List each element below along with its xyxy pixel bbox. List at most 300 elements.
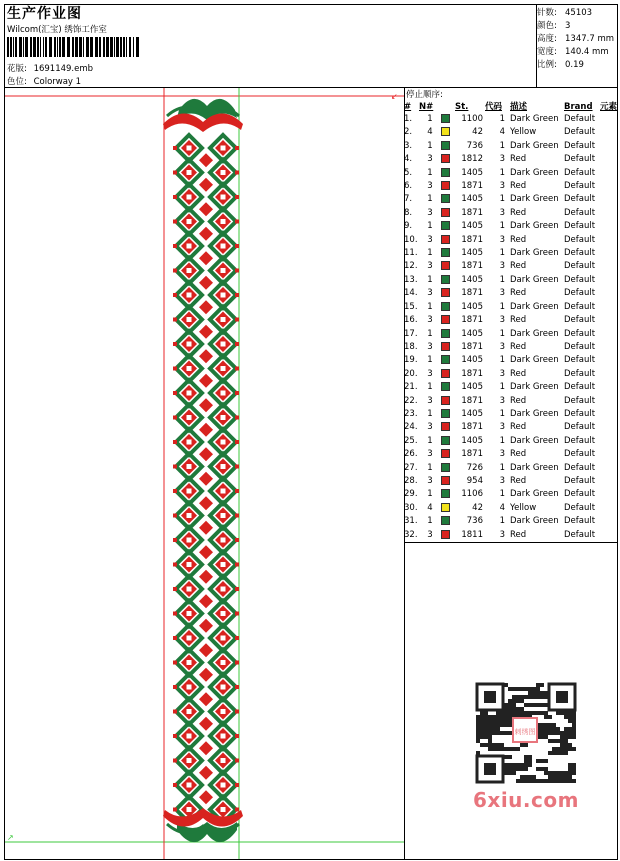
row-brand: Default [564, 288, 596, 299]
row-swatch [441, 126, 455, 139]
row-swatch [441, 247, 455, 260]
stat-value: 45103 [565, 8, 593, 18]
design-file [7, 62, 93, 74]
row-code: 3 [499, 207, 505, 218]
row-stitches: 726 [466, 462, 483, 473]
row-number: 22. [404, 395, 418, 406]
row-brand: Default [564, 368, 596, 379]
table-row [404, 475, 620, 488]
color-swatch [441, 141, 450, 150]
table-row [404, 274, 620, 287]
row-swatch [441, 167, 455, 180]
color-swatch [441, 315, 450, 324]
stat-value: 1347.7 mm [565, 34, 615, 44]
row-number: 26. [404, 449, 418, 460]
row-brand: Default [564, 449, 596, 460]
row-needle: 4 [427, 127, 433, 138]
row-element [600, 153, 620, 166]
row-element [600, 314, 620, 327]
color-swatch [441, 208, 450, 217]
row-element [600, 207, 620, 220]
row-code: 3 [499, 395, 505, 406]
row-needle: 1 [427, 221, 433, 232]
row-needle: 1 [427, 355, 433, 366]
table-row [404, 287, 620, 300]
row-stitches: 1871 [461, 422, 483, 433]
color-swatch [441, 355, 450, 364]
row-description: Red [510, 395, 527, 406]
row-description: Red [510, 154, 527, 165]
table-row [404, 421, 620, 434]
row-brand: Default [564, 516, 596, 527]
colorway-value: Colorway 1 [33, 77, 82, 87]
stat-label: 高度: [537, 34, 557, 44]
row-number: 9. [404, 221, 413, 232]
row-stitches: 1405 [461, 248, 483, 259]
row-brand: Default [564, 274, 596, 285]
row-code: 1 [499, 328, 505, 339]
row-element [600, 274, 620, 287]
color-swatch [441, 154, 450, 163]
row-code: 1 [499, 435, 505, 446]
row-description: Dark Green [510, 140, 559, 151]
row-description: Dark Green [510, 435, 559, 446]
row-number: 17. [404, 328, 418, 339]
color-swatch [441, 329, 450, 338]
row-stitches: 1871 [461, 449, 483, 460]
row-stitches: 954 [466, 475, 483, 486]
row-element [600, 381, 620, 394]
row-brand: Default [564, 315, 596, 326]
row-swatch [441, 220, 455, 233]
row-code: 3 [499, 475, 505, 486]
row-element [600, 448, 620, 461]
row-needle: 1 [427, 301, 433, 312]
row-code: 1 [499, 462, 505, 473]
row-description: Dark Green [510, 382, 559, 393]
col-header-description: 描述 [510, 102, 528, 112]
row-needle: 1 [427, 462, 433, 473]
row-needle: 3 [427, 181, 433, 192]
color-swatch [441, 275, 450, 284]
row-stitches: 1405 [461, 194, 483, 205]
row-needle: 1 [427, 489, 433, 500]
row-needle: 1 [427, 408, 433, 419]
design-file-value: 1691149.emb [33, 64, 94, 74]
stat-label: 宽度: [537, 47, 557, 57]
row-number: 4. [404, 154, 413, 165]
color-swatch [441, 530, 450, 539]
colorway-label: 色位: [7, 77, 27, 87]
color-swatch [441, 369, 450, 378]
row-description: Dark Green [510, 274, 559, 285]
table-row [404, 381, 620, 394]
row-description: Red [510, 341, 527, 352]
row-element [600, 408, 620, 421]
row-description: Red [510, 207, 527, 218]
row-number: 16. [404, 315, 418, 326]
row-swatch [441, 314, 455, 327]
row-description: Red [510, 315, 527, 326]
row-stitches: 1100 [461, 114, 483, 124]
table-row [404, 207, 620, 220]
row-needle: 1 [427, 516, 433, 527]
row-description: Dark Green [510, 221, 559, 232]
row-needle: 1 [427, 328, 433, 339]
table-row [404, 435, 620, 448]
row-number: 11. [404, 248, 418, 259]
table-row [404, 488, 620, 501]
row-stitches: 736 [466, 516, 483, 527]
row-stitches: 1871 [461, 261, 483, 272]
row-element [600, 421, 620, 434]
row-code: 1 [499, 194, 505, 205]
row-brand: Default [564, 328, 596, 339]
row-swatch [441, 301, 455, 314]
row-swatch [441, 488, 455, 501]
table-row [404, 167, 620, 180]
row-number: 23. [404, 408, 418, 419]
row-description: Red [510, 449, 527, 460]
row-number: 30. [404, 502, 418, 513]
stat-value: 3 [565, 21, 571, 31]
row-swatch [441, 234, 455, 247]
row-needle: 1 [427, 435, 433, 446]
row-needle: 3 [427, 261, 433, 272]
stop-sequence-title: 停止顺序: [406, 90, 443, 100]
row-swatch [441, 462, 455, 475]
row-description: Dark Green [510, 462, 559, 473]
row-number: 13. [404, 274, 418, 285]
row-description: Red [510, 422, 527, 433]
row-brand: Default [564, 529, 596, 540]
row-element [600, 220, 620, 233]
color-swatch [441, 516, 450, 525]
colorway [7, 75, 81, 87]
row-swatch [441, 421, 455, 434]
row-code: 3 [499, 315, 505, 326]
color-swatch [441, 489, 450, 498]
table-row [404, 515, 620, 528]
stat-value: 0.19 [565, 60, 584, 70]
table-row [404, 368, 620, 381]
row-code: 3 [499, 341, 505, 352]
row-element [600, 395, 620, 408]
table-row [404, 193, 620, 206]
row-number: 2. [404, 127, 413, 138]
stat-width [537, 45, 609, 57]
row-stitches: 1871 [461, 395, 483, 406]
row-swatch [441, 354, 455, 367]
row-description: Dark Green [510, 248, 559, 259]
row-description: Red [510, 261, 527, 272]
row-number: 28. [404, 475, 418, 486]
row-swatch [441, 328, 455, 341]
row-swatch [441, 448, 455, 461]
row-number: 32. [404, 529, 418, 540]
table-row [404, 247, 620, 260]
row-needle: 3 [427, 395, 433, 406]
row-stitches: 1405 [461, 382, 483, 393]
color-swatch [441, 248, 450, 257]
row-stitches: 1871 [461, 234, 483, 245]
table-row [404, 140, 620, 153]
row-code: 3 [499, 234, 505, 245]
row-element [600, 462, 620, 475]
table-row [404, 328, 620, 341]
svg-text:刺绣图: 刺绣图 [514, 728, 536, 736]
row-needle: 3 [427, 288, 433, 299]
row-swatch [441, 435, 455, 448]
row-code: 3 [499, 449, 505, 460]
color-swatch [441, 422, 450, 431]
row-swatch [441, 260, 455, 273]
row-stitches: 1405 [461, 435, 483, 446]
row-description: Dark Green [510, 516, 559, 527]
color-swatch [441, 114, 450, 123]
row-brand: Default [564, 261, 596, 272]
row-description: Dark Green [510, 408, 559, 419]
table-header-row [404, 101, 620, 113]
row-description: Yellow [510, 502, 537, 513]
table-row [404, 260, 620, 273]
row-needle: 4 [427, 502, 433, 513]
row-number: 7. [404, 194, 413, 205]
stat-stitches [537, 6, 592, 18]
row-element [600, 515, 620, 528]
row-needle: 3 [427, 368, 433, 379]
row-element [600, 529, 620, 542]
row-description: Red [510, 368, 527, 379]
row-description: Dark Green [510, 167, 559, 178]
row-description: Dark Green [510, 301, 559, 312]
row-brand: Default [564, 382, 596, 393]
row-stitches: 1405 [461, 274, 483, 285]
row-brand: Default [564, 435, 596, 446]
row-swatch [441, 180, 455, 193]
page-title: 生产作业图 [7, 6, 82, 22]
row-brand: Default [564, 341, 596, 352]
row-swatch [441, 341, 455, 354]
row-swatch [441, 113, 455, 126]
row-brand: Default [564, 489, 596, 500]
row-element [600, 247, 620, 260]
table-row [404, 220, 620, 233]
row-code: 1 [499, 489, 505, 500]
row-swatch [441, 475, 455, 488]
col-header-element: 元素 [600, 102, 618, 112]
row-swatch [441, 140, 455, 153]
table-row [404, 180, 620, 193]
row-number: 15. [404, 301, 418, 312]
row-stitches: 42 [472, 502, 483, 513]
stat-label: 针数: [537, 8, 557, 18]
stat-scale [537, 58, 584, 70]
color-swatch [441, 235, 450, 244]
row-number: 3. [404, 140, 413, 151]
color-swatch [441, 382, 450, 391]
row-number: 10. [404, 234, 418, 245]
row-brand: Default [564, 114, 596, 124]
row-needle: 3 [427, 234, 433, 245]
row-description: Red [510, 529, 527, 540]
row-swatch [441, 395, 455, 408]
row-element [600, 234, 620, 247]
row-number: 12. [404, 261, 418, 272]
row-number: 21. [404, 382, 418, 393]
row-brand: Default [564, 140, 596, 151]
row-number: 18. [404, 341, 418, 352]
row-needle: 1 [427, 274, 433, 285]
table-row [404, 341, 620, 354]
table-row [404, 126, 620, 139]
row-needle: 1 [427, 114, 433, 124]
row-code: 1 [499, 382, 505, 393]
row-stitches: 1812 [461, 154, 483, 165]
table-row [404, 448, 620, 461]
row-needle: 1 [427, 382, 433, 393]
row-description: Dark Green [510, 114, 559, 124]
row-stitches: 1871 [461, 181, 483, 192]
row-swatch [441, 274, 455, 287]
row-code: 1 [499, 274, 505, 285]
color-swatch [441, 261, 450, 270]
row-brand: Default [564, 234, 596, 245]
col-header-stitches: St. [455, 102, 469, 112]
lattice-pattern [173, 135, 239, 823]
site-watermark: 6xiu.com [473, 788, 579, 812]
row-brand: Default [564, 462, 596, 473]
row-code: 1 [499, 301, 505, 312]
row-number: 6. [404, 181, 413, 192]
row-swatch [441, 381, 455, 394]
row-swatch [441, 408, 455, 421]
embroidery-design-preview [5, 88, 404, 859]
row-brand: Default [564, 355, 596, 366]
table-row [404, 153, 620, 166]
row-code: 3 [499, 154, 505, 165]
color-swatch [441, 503, 450, 512]
row-needle: 3 [427, 341, 433, 352]
row-element [600, 435, 620, 448]
row-swatch [441, 153, 455, 166]
row-number: 5. [404, 167, 413, 178]
row-number: 19. [404, 355, 418, 366]
row-description: Red [510, 288, 527, 299]
row-stitches: 1405 [461, 328, 483, 339]
row-code: 3 [499, 261, 505, 272]
color-swatch [441, 288, 450, 297]
row-stitches: 1405 [461, 167, 483, 178]
stat-value: 140.4 mm [565, 47, 609, 57]
table-row [404, 301, 620, 314]
table-row [404, 502, 620, 515]
row-brand: Default [564, 194, 596, 205]
table-row [404, 314, 620, 327]
stop-sequence-table [404, 101, 620, 542]
row-description: Yellow [510, 127, 537, 138]
top-border-motif [163, 99, 243, 132]
row-stitches: 1811 [461, 529, 483, 540]
row-stitches: 1871 [461, 341, 483, 352]
row-stitches: 1405 [461, 355, 483, 366]
table-row [404, 462, 620, 475]
row-code: 3 [499, 181, 505, 192]
color-swatch [441, 127, 450, 136]
row-swatch [441, 515, 455, 528]
row-description: Dark Green [510, 489, 559, 500]
row-element [600, 180, 620, 193]
col-header-code: 代码 [485, 102, 503, 112]
row-code: 3 [499, 368, 505, 379]
row-needle: 3 [427, 529, 433, 540]
row-element [600, 354, 620, 367]
row-stitches: 1871 [461, 207, 483, 218]
row-code: 1 [499, 221, 505, 232]
row-brand: Default [564, 395, 596, 406]
col-header-number: # [404, 102, 412, 112]
row-element [600, 488, 620, 501]
stat-label: 比例: [537, 60, 557, 70]
row-description: Red [510, 181, 527, 192]
row-stitches: 42 [472, 127, 483, 138]
row-description: Dark Green [510, 328, 559, 339]
row-needle: 1 [427, 194, 433, 205]
corner-mark-tr: ↙ [391, 92, 398, 101]
barcode [7, 37, 141, 57]
row-element [600, 341, 620, 354]
row-description: Dark Green [510, 194, 559, 205]
row-swatch [441, 193, 455, 206]
row-stitches: 1405 [461, 408, 483, 419]
row-code: 4 [499, 502, 505, 513]
row-stitches: 1106 [461, 489, 483, 500]
stat-label: 颜色: [537, 21, 557, 31]
row-swatch [441, 368, 455, 381]
row-element [600, 368, 620, 381]
col-header-brand: Brand [564, 102, 593, 112]
row-stitches: 1405 [461, 301, 483, 312]
row-code: 1 [499, 167, 505, 178]
row-needle: 3 [427, 207, 433, 218]
row-number: 31. [404, 516, 418, 527]
table-row [404, 395, 620, 408]
row-code: 3 [499, 529, 505, 540]
row-brand: Default [564, 167, 596, 178]
row-element [600, 475, 620, 488]
row-number: 24. [404, 422, 418, 433]
row-element [600, 287, 620, 300]
row-number: 14. [404, 288, 418, 299]
row-stitches: 1871 [461, 315, 483, 326]
stat-height [537, 32, 614, 44]
row-code: 1 [499, 114, 505, 124]
row-swatch [441, 529, 455, 542]
color-swatch [441, 449, 450, 458]
row-needle: 3 [427, 154, 433, 165]
color-swatch [441, 181, 450, 190]
row-description: Dark Green [510, 355, 559, 366]
color-swatch [441, 302, 450, 311]
row-brand: Default [564, 502, 596, 513]
row-stitches: 1871 [461, 288, 483, 299]
row-code: 4 [499, 127, 505, 138]
row-stitches: 1405 [461, 221, 483, 232]
color-swatch [441, 168, 450, 177]
row-needle: 3 [427, 422, 433, 433]
row-number: 1. [404, 114, 413, 124]
row-element [600, 140, 620, 153]
